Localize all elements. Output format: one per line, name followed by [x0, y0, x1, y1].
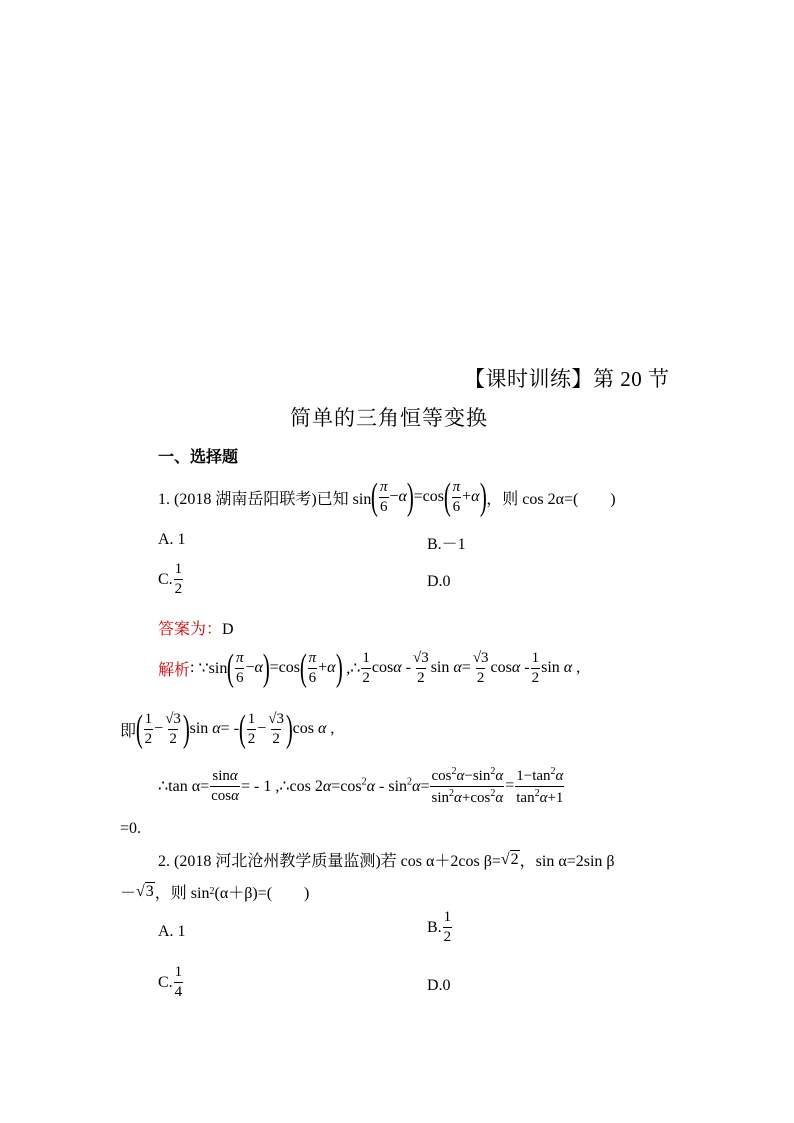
analysis-line-2: 即 ( $\frac{1}{2}$ − $\frac{√3}{2}$ ) sin α= - ( $\frac{1}{2}$ − $\frac{√3}{2}$ ) cos α , — [120, 708, 335, 750]
q1-option-d[interactable]: D.0 — [427, 573, 451, 590]
question-1-stem: 1. (2018 湖南岳阳联考)已知 sin ( $\frac{\pi}{6}$ −α ) =cos ( $\frac{\pi}{6}$ +α ) ，则 cos 2α=( ) — [158, 476, 616, 518]
question-2-line-2: － √ 3 ，则 sin 2 (α＋β)=( ) — [120, 882, 310, 902]
analysis-label: 解析 — [158, 659, 191, 679]
q1-option-a[interactable]: A. 1 — [158, 531, 186, 548]
pi-over-6: $\frac{\pi}{6}$ — [380, 478, 388, 515]
question-1-prefix: 1. (2018 湖南岳阳联考)已知 sin — [158, 490, 372, 508]
q2-option-b[interactable]: B. $\frac{1}{2}$ — [427, 909, 452, 945]
question-2-line-1: 2. (2018 河北沧州教学质量监测)若 cos α＋2cos β= √ 2 ，sin α=2sin β — [158, 850, 615, 870]
section-heading: 一、选择题 — [158, 447, 239, 466]
q2-option-d[interactable]: D.0 — [427, 977, 451, 994]
q1-option-b[interactable]: B.－1 — [427, 536, 466, 553]
question-1-suffix: ，则 cos 2α=( ) — [486, 490, 616, 508]
q2-option-a[interactable]: A. 1 — [158, 923, 186, 940]
analysis-line-3: ∴tan α= $\frac{\sin\alpha}{\cos\alpha}$ = - 1 ,∴cos $2\alpha=\cos^2\alpha - \sin^2\alpha=$ $\frac{\cos^2\alpha-\sin^2\alpha}{\sin^2\alpha+\cos^2\alpha}$ = $\frac{1-\tan^2\alpha}{\tan^2\alpha+1}$ — [158, 765, 564, 806]
q1-option-c[interactable]: C. $\frac{1}{2}$ — [158, 561, 183, 597]
answer-value: D — [222, 621, 234, 638]
lesson-subtitle: 简单的三角恒等变换 — [290, 406, 488, 430]
q2-option-c[interactable]: C. $\frac{1}{4}$ — [158, 964, 183, 1000]
analysis-line-4: =0. — [120, 820, 142, 837]
analysis-line-1: 解析 : ∵sin ( $\frac{\pi}{6}$ −α ) =cos ( $\frac{\pi}{6}$ +α ) ,∴ $\frac{1}{2}$ cosα - $\frac{√3}{2}$ sin α= $\frac{√3}{2}$ cosα - $\frac{1}{2}$ sin α , — [158, 647, 581, 689]
answer-label: 答案为： — [158, 619, 223, 638]
lesson-title: 【课时训练】第 20 节 — [464, 367, 670, 391]
answer-line — [158, 616, 234, 639]
